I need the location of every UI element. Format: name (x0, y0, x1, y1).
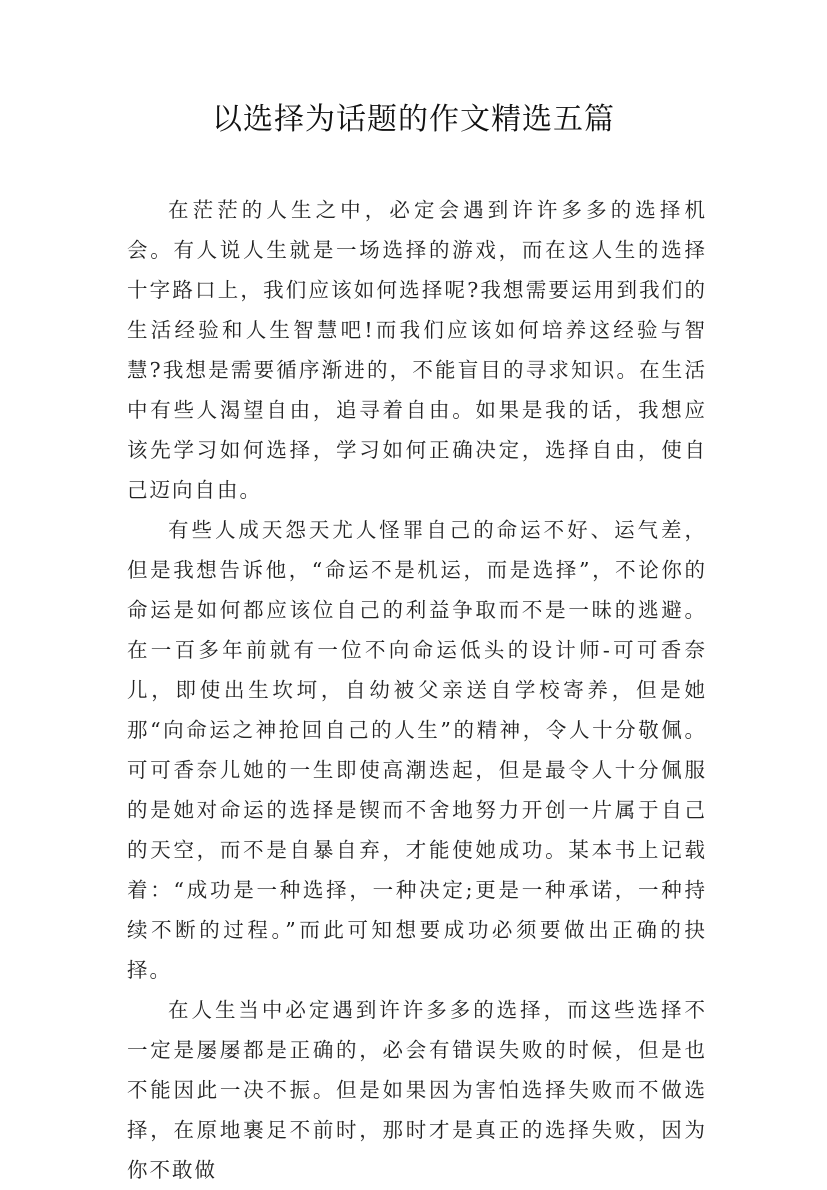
paragraph-1: 在茫茫的人生之中，必定会遇到许许多多的选择机会。有人说人生就是一场选择的游戏，而在这人生的选择十字路口上，我们应该如何选择呢?我想需要运用到我们的生活经验和人生智慧吧!而我们应该如何培养这经验与智慧?我想是需要循序渐进的，不能盲目的寻求知识。在生活中有些人渴望自由，追寻着自由。如果是我的话，我想应该先学习如何选择，学习如何正确决定，选择自由，使自己迈向自由。 (127, 198, 707, 502)
paragraph-3: 在人生当中必定遇到许许多多的选择，而这些选择不一定是屡屡都是正确的，必会有错误失败的时候，但是也不能因此一决不振。但是如果因为害怕选择失败而不做选择，在原地裹足不前时，那时才是真正的选择失败，因为你不敢做 (127, 998, 707, 1182)
document-title: 以选择为话题的作文精选五篇 (212, 102, 615, 137)
document-body (127, 190, 707, 1190)
paragraph-2: 有些人成天怨天尤人怪罪自己的命运不好、运气差，但是我想告诉他，“命运不是机运，而是选择”，不论你的命运是如何都应该位自己的利益争取而不是一昧的逃避。在一百多年前就有一位不向命运低头的设计师-可可香奈儿，即使出生坎坷，自幼被父亲送自学校寄养，但是她那“向命运之神抢回自己的人生”的精神，令人十分敬佩。可可香奈儿她的一生即使高潮迭起，但是最令人十分佩服的是她对命运的选择是锲而不舍地努力开创一片属于自己的天空，而不是自暴自弃，才能使她成功。某本书上记载着：“成功是一种选择，一种决定;更是一种承诺，一种持续不断的过程。”而此可知想要成功必须要做出正确的抉择。 (127, 518, 707, 982)
